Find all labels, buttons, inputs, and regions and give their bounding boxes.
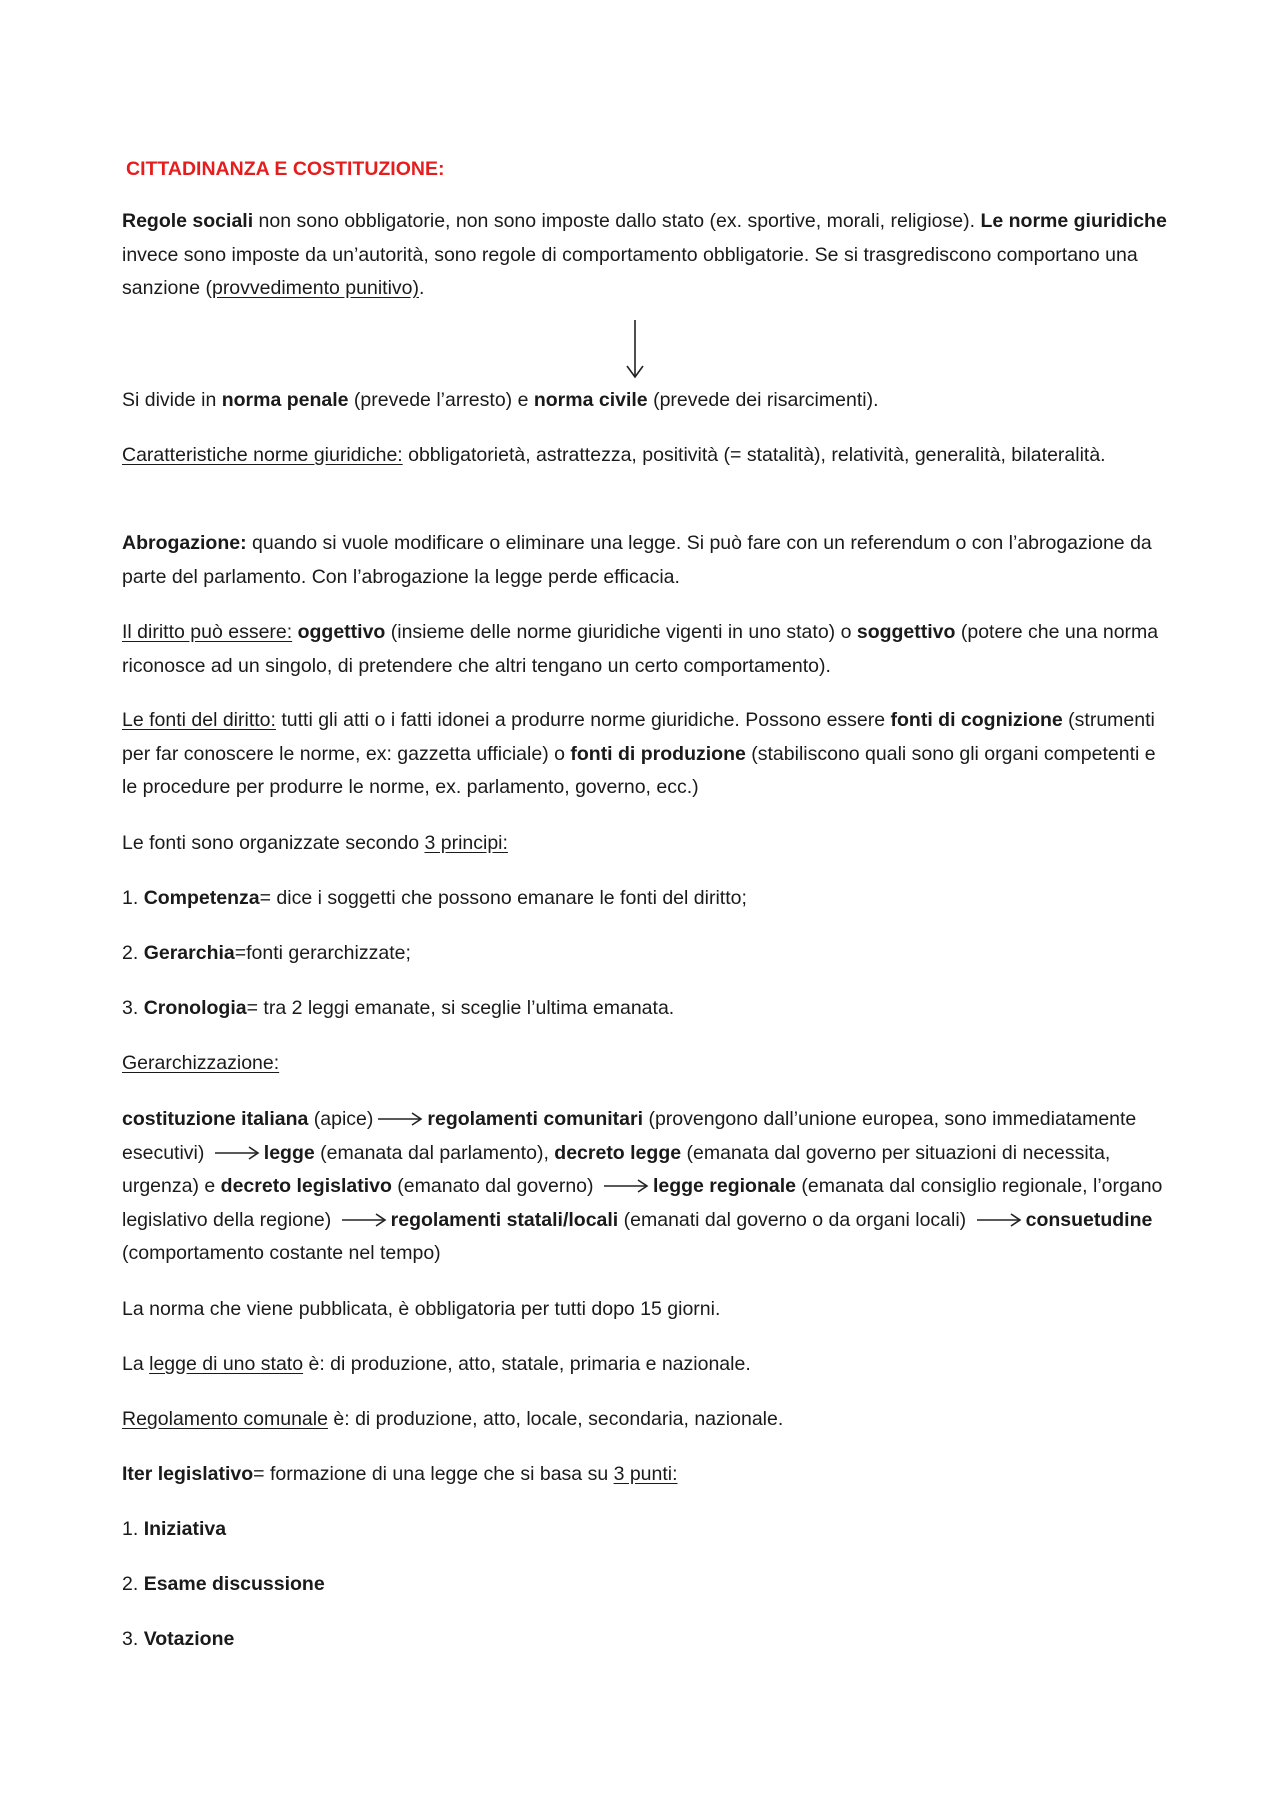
term-oggettivo: oggettivo (297, 621, 386, 643)
paragraph-regolamento-comunale: Regolamento comunale è: di produzione, atto, locale, secondaria, nazionale. (122, 1408, 784, 1430)
term-regolamenti-statali: regolamenti statali/locali (390, 1208, 619, 1231)
list-item-step: 1. Iniziativa (122, 1518, 227, 1540)
list-item-step: 3. Votazione (122, 1628, 235, 1650)
document-title: CITTADINANZA E COSTITUZIONE: (126, 158, 445, 180)
term-iter-legislativo: Iter legislativo (122, 1463, 254, 1485)
right-arrow-icon (377, 1111, 423, 1127)
paragraph-regole-sociali: Regole sociali non sono obbligatorie, non sono imposte dallo stato (ex. sportive, morali, religiose). Le norme giuridiche invece sono imposte da un’autorità, sono regole di comportamento obbligatorie. Se si trasgrediscono comportano una sanzione (provvedimento punitivo). (122, 210, 1167, 299)
term-legge-stato: legge di uno stato (149, 1353, 304, 1375)
term-legge-regionale: legge regionale (652, 1175, 796, 1197)
term-iniziativa: Iniziativa (143, 1518, 227, 1540)
term-norme-giuridiche: Le norme giuridiche (980, 210, 1167, 232)
label-3-punti: 3 punti: (613, 1463, 678, 1485)
term-costituzione: costituzione italiana (122, 1108, 309, 1130)
term-decreto-legge: decreto legge (554, 1141, 682, 1164)
term-fonti-cognizione: fonti di cognizione (890, 709, 1063, 731)
term-regolamenti-comunitari: regolamenti comunitari (427, 1108, 644, 1130)
label-abrogazione: Abrogazione: (122, 532, 247, 554)
term-legge: legge (263, 1141, 315, 1164)
paragraph-norma-pubblicata: La norma che viene pubblicata, è obbligatoria per tutti dopo 15 giorni. (122, 1298, 721, 1320)
term-cronologia: Cronologia (143, 997, 247, 1019)
paragraph-caratteristiche: Caratteristiche norme giuridiche: obbligatorietà, astrattezza, positività (= statalità), relatività, generalità, bilateralità. (122, 444, 1106, 466)
paragraph-legge-stato: La legge di uno stato è: di produzione, atto, statale, primaria e nazionale. (122, 1353, 751, 1375)
term-soggettivo: soggettivo (856, 621, 956, 643)
right-arrow-icon (976, 1212, 1022, 1228)
paragraph-fonti-diritto: Le fonti del diritto: tutti gli atti o i fatti idonei a produrre norme giuridiche. Possono essere fonti di cognizione (strumenti per far conoscere le norme, ex: gazzetta ufficiale) o fonti di produzione (stabiliscono quali sono gli organi competenti e le procedure per produrre le norme, ex. parlamento, governo, ecc.) (122, 709, 1156, 798)
term-votazione: Votazione (143, 1628, 235, 1650)
paragraph-hierarchy: costituzione italiana (apice) regolamenti comunitari (provengono dall’unione europea, sono immediatamente esecutivi) legge (emanata dal parlamento), decreto legge (emanata dal governo per situazioni di necessita, urgenza) e decreto legislativo (emanato dal governo) legge regionale (emanata dal consiglio regionale, l’organo legislativo della regione) regolamenti statali/locali (emanati dal governo o da organi locali) consuetudine (comportamento costante nel tempo) (122, 1108, 1163, 1264)
term-norma-penale: norma penale (221, 389, 349, 411)
list-item-step: 2. Esame discussione (122, 1573, 325, 1595)
right-arrow-icon (214, 1145, 260, 1161)
label-diritto: Il diritto può essere: (122, 621, 293, 643)
right-arrow-icon (341, 1212, 387, 1228)
paragraph-iter-legislativo: Iter legislativo= formazione di una legge che si basa su 3 punti: (122, 1463, 678, 1485)
term-decreto-legislativo: decreto legislativo (220, 1175, 392, 1197)
term-competenza: Competenza (143, 887, 260, 909)
heading-gerarchizzazione: Gerarchizzazione: (122, 1052, 280, 1074)
label-caratteristiche: Caratteristiche norme giuridiche: (122, 444, 403, 466)
paragraph-norma-penale-civile: Si divide in norma penale (prevede l’arresto) e norma civile (prevede dei risarcimenti). (122, 389, 879, 411)
term-regolamento-comunale: Regolamento comunale (122, 1408, 328, 1430)
term-gerarchia: Gerarchia (143, 942, 235, 964)
paragraph-diritto: Il diritto può essere: oggettivo (insieme delle norme giuridiche vigenti in uno stato) o soggettivo (potere che una norma riconosce ad un singolo, di pretendere che altri tengano un certo comportamento). (122, 621, 1159, 677)
term-fonti-produzione: fonti di produzione (570, 742, 746, 765)
term-esame-discussione: Esame discussione (143, 1573, 325, 1595)
term-norma-civile: norma civile (533, 389, 648, 411)
label-fonti-diritto: Le fonti del diritto: (122, 709, 276, 731)
list-item-principle: 2. Gerarchia=fonti gerarchizzate; (122, 942, 411, 964)
label-3-principi: 3 principi: (424, 832, 508, 854)
term-regole-sociali: Regole sociali (122, 210, 254, 232)
right-arrow-icon (603, 1178, 649, 1194)
list-item-principle: 1. Competenza= dice i soggetti che possono emanare le fonti del diritto; (122, 887, 747, 909)
down-arrow-icon (623, 318, 647, 380)
term-consuetudine: consuetudine (1025, 1208, 1153, 1231)
paragraph-abrogazione: Abrogazione: quando si vuole modificare o eliminare una legge. Si può fare con un referendum o con l’abrogazione da parte del parlamento. Con l’abrogazione la legge perde efficacia. (122, 532, 1152, 588)
term-provvedimento-punitivo: provvedimento punitivo) (211, 277, 419, 299)
paragraph-fonti-organizzate: Le fonti sono organizzate secondo 3 principi: (122, 832, 508, 854)
list-item-principle: 3. Cronologia= tra 2 leggi emanate, si sceglie l’ultima emanata. (122, 997, 675, 1019)
